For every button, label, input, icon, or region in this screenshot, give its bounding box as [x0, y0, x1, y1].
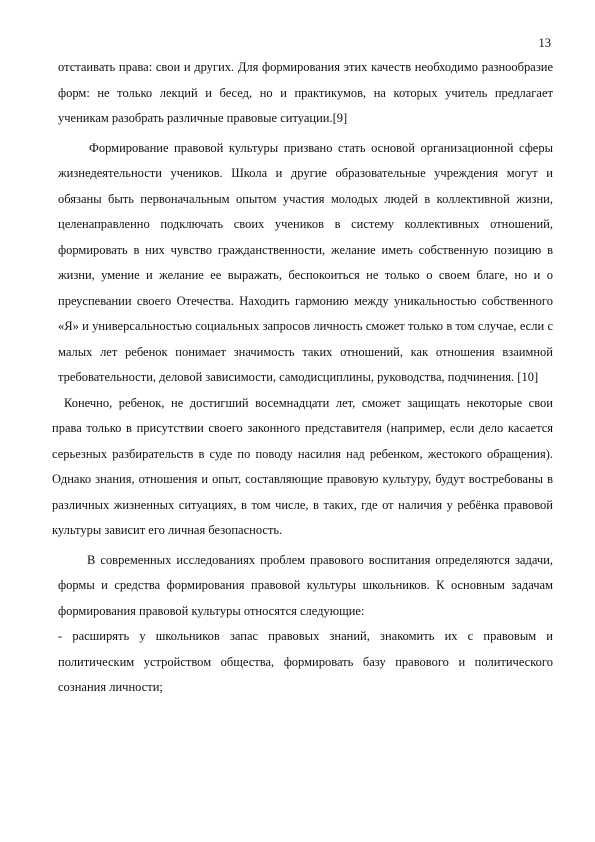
paragraph-4: В современных исследованиях проблем правового воспитания определяются задачи, формы и средства формирования правовой культуры школьников. К основным задачам формирования правовой культуры относятся следующие: — [58, 552, 553, 618]
paragraph-1: отстаивать права: свои и других. Для формирования этих качеств необходимо разнообразие форм: не только лекций и бесед, но и практикумов, на которых учитель предлагает ученикам разобрать различные правовые ситуации.[9] — [58, 60, 553, 125]
paragraph-2: Формирование правовой культуры призвано стать основой организационной сферы жизнедеятельности учеников. Школа и другие образовательные учреждения могут и обязаны быть первоначальным опытом участия молодых людей в коллективной жизни, целенаправленно подключать своих учеников в систему коллективных отношений, формировать в них чувство гражданственности, желание иметь собственную позицию в жизни, умение и желание ее выражать, беспокоиться не только о своем благе, но и о преуспевании своего Отечества. Находить гармонию между уникальностью собственного «Я» и универсальностью социальных запросов личность сможет только в том случае, если с малых лет ребенок понимает значимость таких отношений, как отношения взаимной требовательности, деловой зависимости, самодисциплины, руководства, подчинения. [10] — [58, 140, 553, 384]
paragraph-5: - расширять у школьников запас правовых знаний, знакомить их с правовым и политическим устройством общества, формировать базу правового и политического сознания личности; — [58, 629, 553, 694]
document-body — [52, 55, 553, 701]
page-number: 13 — [538, 36, 551, 50]
paragraph-3: Конечно, ребенок, не достигший восемнадцати лет, сможет защищать некоторые свои права только в присутствии своего законного представителя (например, если дело касается серьезных разбирательств в суде по поводу насилия над ребенком, жестокого обращения). Однако знания, отношения и опыт, составляющие правовую культуру, будут востребованы в различных жизненных ситуациях, в том числе, в таких, где от наличия у ребёнка правовой культуры зависит его личная безопасность. — [52, 395, 553, 537]
